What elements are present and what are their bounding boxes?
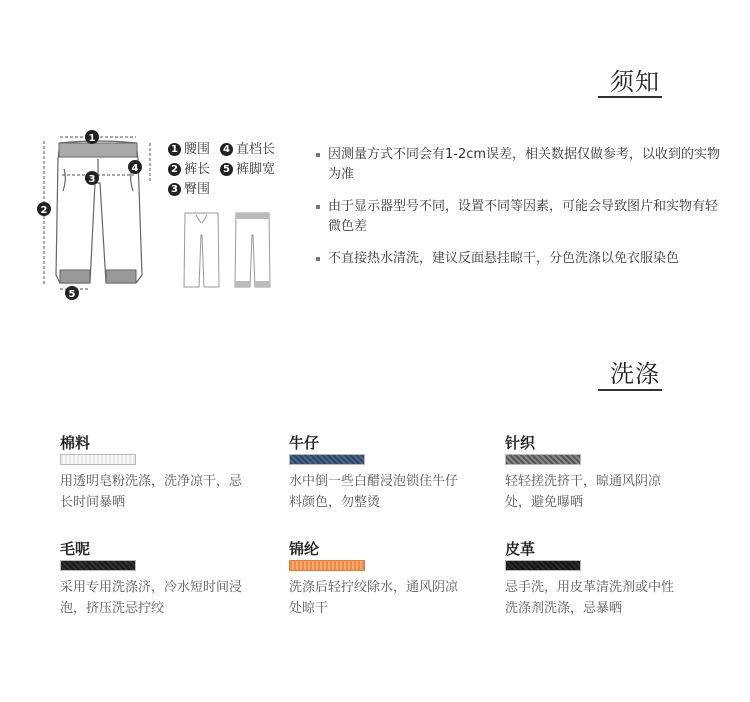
- fabric-swatch: [505, 560, 581, 571]
- marker-3: [85, 171, 99, 185]
- legend-label: 直档长: [236, 142, 276, 157]
- wash-item-name: 牛仔: [289, 434, 320, 452]
- wash-item-nylon: [289, 538, 489, 619]
- wash-item-desc: 忌手洗，用皮革清洗剂或中性洗涤剂洗涤，忌暴晒: [505, 580, 675, 616]
- wash-item-leather: [505, 538, 705, 619]
- wash-item-wool: [60, 538, 260, 619]
- pants-small-back-view: [235, 213, 270, 287]
- marker-1: [85, 130, 99, 144]
- washing-title: 洗涤: [610, 360, 660, 388]
- legend-item: [220, 158, 275, 177]
- wash-item-desc: 采用专用洗涤济，冷水短时间浸泡，挤压洗忌拧绞: [60, 580, 243, 616]
- svg-text:5: 5: [68, 289, 76, 300]
- pants-front-illustration: [56, 141, 142, 283]
- notice-item: 因测量方式不同会有1-2cm误差，相关数据仅做参考，以收到的实物为准: [314, 145, 724, 185]
- legend-label: 裤长: [184, 162, 211, 177]
- notice-list: [314, 145, 724, 281]
- legend-number: 2: [168, 163, 181, 176]
- pants-small-front-view: [184, 213, 219, 287]
- legend-item: [168, 138, 210, 157]
- wash-item-name: 棉料: [60, 434, 91, 452]
- notice-item: 由于显示器型号不同，设置不同等因素，可能会导致图片和实物有轻微色差: [314, 197, 724, 237]
- legend-item: [168, 158, 210, 177]
- svg-text:3: 3: [88, 174, 96, 185]
- legend-number: 1: [168, 143, 181, 156]
- waistband: [59, 143, 137, 157]
- wash-item-cotton: [60, 432, 260, 513]
- fabric-swatch: [289, 560, 365, 571]
- wash-item-name: 针织: [505, 434, 536, 452]
- marker-5: [65, 286, 79, 300]
- fabric-swatch: [505, 454, 581, 465]
- wash-item-desc: 轻轻搓洗挤干，晾通风阴凉处，避免曝晒: [505, 474, 662, 510]
- legend-label: 裤脚宽: [236, 162, 276, 177]
- wash-item-name: 锦纶: [289, 540, 320, 558]
- wash-item-name: 皮革: [505, 540, 536, 558]
- svg-text:4: 4: [131, 163, 139, 174]
- washing-title-underline: [598, 389, 662, 391]
- legend-label: 腰围: [184, 142, 211, 157]
- marker-2: [37, 202, 51, 216]
- wash-item-desc: 水中倒一些白醋浸泡锁住牛仔料颜色，勿整烫: [289, 474, 459, 510]
- notice-title-underline: [598, 96, 662, 98]
- fabric-swatch: [60, 454, 136, 465]
- wash-item-name: 毛呢: [60, 540, 91, 558]
- legend-item: [168, 178, 210, 197]
- fabric-swatch: [60, 560, 136, 571]
- notice-item: 不直接热水清洗，建议反面悬挂晾干，分色洗涤以免衣服染色: [314, 249, 724, 269]
- legend-number: 3: [168, 183, 181, 196]
- wash-item-knit: [505, 432, 705, 513]
- svg-text:2: 2: [40, 205, 48, 216]
- legend-label: 臀围: [184, 182, 211, 197]
- left-cuff: [60, 270, 90, 283]
- notice-title: 须知: [610, 68, 660, 96]
- right-cuff: [106, 270, 136, 283]
- wash-item-desc: 用透明皂粉洗涤，洗净凉干，忌长时间暴晒: [60, 474, 243, 510]
- legend-number: 4: [220, 143, 233, 156]
- legend-number: 5: [220, 163, 233, 176]
- wash-item-desc: 洗涤后轻拧绞除水，通风阴凉处晾干: [289, 580, 459, 616]
- svg-text:1: 1: [88, 133, 96, 144]
- legend-item: [220, 138, 275, 157]
- fabric-swatch: [289, 454, 365, 465]
- marker-4: [128, 160, 142, 174]
- wash-item-denim: [289, 432, 489, 513]
